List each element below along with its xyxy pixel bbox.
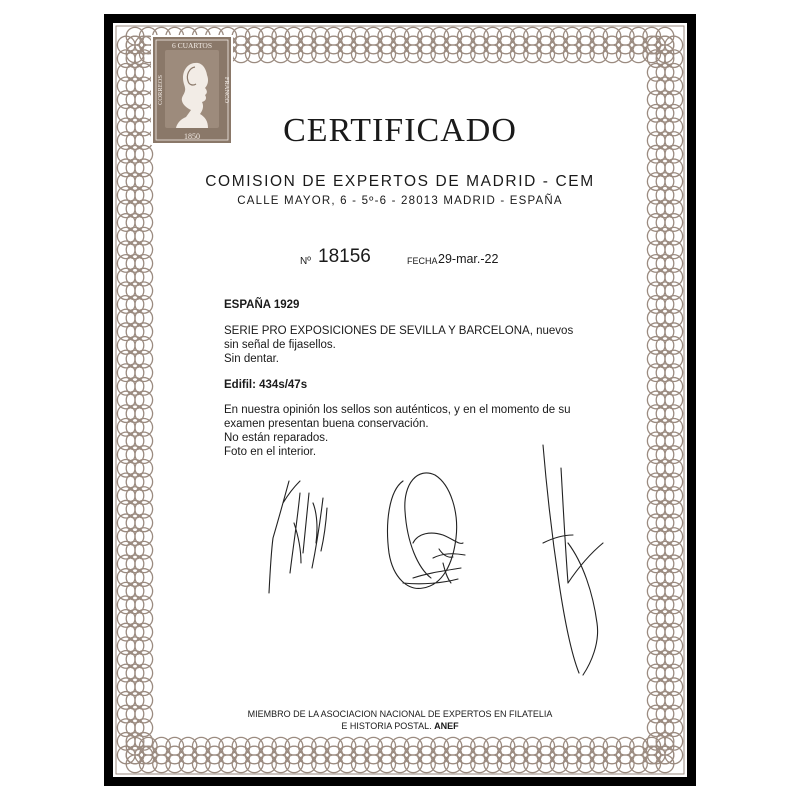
opinion-line: Foto en el interior. — [224, 446, 317, 458]
certificate-date: 29-mar.-22 — [438, 252, 499, 266]
signature-2 — [388, 473, 465, 588]
svg-text:1850: 1850 — [184, 132, 200, 141]
organization-name: COMISION DE EXPERTOS DE MADRID - CEM — [205, 173, 595, 190]
stamp-heading: ESPAÑA 1929 — [224, 299, 300, 311]
certificate-frame — [104, 14, 696, 786]
opinion-line: En nuestra opinión los sellos son auténticos, y en el momento de su — [224, 404, 571, 416]
membership-line-1: MIEMBRO DE LA ASOCIACION NACIONAL DE EXPERTOS EN FILATELIA — [247, 709, 553, 719]
signature-3 — [543, 445, 603, 675]
signature-1 — [269, 481, 327, 593]
certificate-paper — [113, 23, 687, 777]
opinion-line: No están reparados. — [224, 432, 329, 444]
certificate-number: 18156 — [318, 246, 371, 267]
signatures — [113, 23, 687, 777]
opinion-line: examen presentan buena conservación. — [224, 418, 429, 430]
description-line: Sin dentar. — [224, 353, 279, 365]
svg-text:CORREOS: CORREOS — [157, 75, 164, 105]
catalog-reference: Edifil: 434s/47s — [224, 379, 308, 391]
membership-line-2 — [113, 721, 687, 731]
svg-text:FRANCO: FRANCO — [223, 76, 230, 104]
svg-text:6 CUARTOS: 6 CUARTOS — [171, 41, 213, 50]
date-label: FECHA — [407, 256, 438, 266]
certificate-title: CERTIFICADO — [283, 112, 517, 149]
description-line: sin señal de fijasellos. — [224, 339, 336, 351]
membership-line-2-text: E HISTORIA POSTAL. — [341, 721, 432, 731]
organization-address: CALLE MAYOR, 6 - 5º-6 - 28013 MADRID - ESPAÑA — [237, 195, 563, 207]
anef-label: ANEF — [434, 721, 459, 731]
description-line: SERIE PRO EXPOSICIONES DE SEVILLA Y BARCELONA, nuevos — [224, 325, 574, 337]
number-label: Nº — [300, 256, 311, 267]
